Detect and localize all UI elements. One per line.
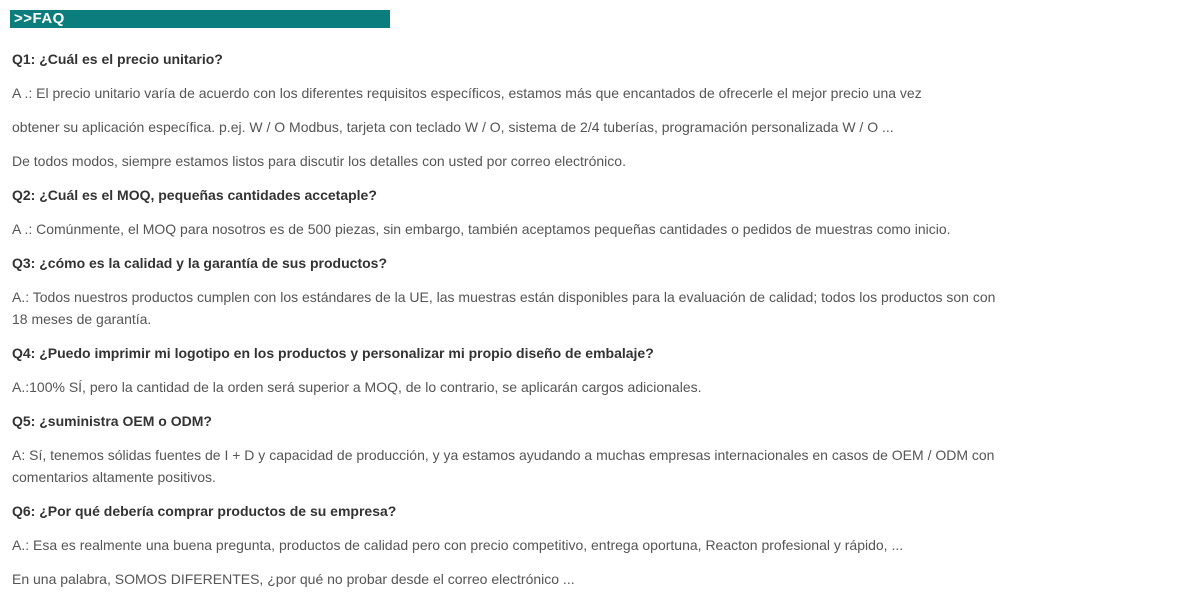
faq-question: Q1: ¿Cuál es el precio unitario? [12,51,223,67]
faq-item-q5 [12,410,1192,488]
faq-item-q4 [12,342,1192,398]
faq-answer-paragraph [12,568,1192,590]
faq-question: Q6: ¿Por qué debería comprar productos de su empresa? [12,503,397,519]
faq-question: Q2: ¿Cuál es el MOQ, pequeñas cantidades accetaple? [12,187,377,203]
faq-item-q2 [12,184,1192,240]
faq-answer-paragraph [12,286,1192,330]
faq-answer-paragraph [12,376,1192,398]
answer-line: A .: Comúnmente, el MOQ para nosotros es de 500 piezas, sin embargo, también aceptamos pequeñas cantidades o pedidos de muestras como inicio. [12,221,951,237]
answer-line: A .: El precio unitario varía de acuerdo con los diferentes requisitos específicos, estamos más que encantados de ofrecerle el mejor precio una vez [12,85,922,101]
faq-item-q6 [12,500,1192,590]
faq-question: Q5: ¿suministra OEM o ODM? [12,413,212,429]
faq-question: Q4: ¿Puedo imprimir mi logotipo en los productos y personalizar mi propio diseño de embalaje? [12,345,654,361]
faq-answer-paragraph [12,534,1192,556]
faq-item-q3 [12,252,1192,330]
faq-question: Q3: ¿cómo es la calidad y la garantía de sus productos? [12,255,387,271]
faq-answer-paragraph [12,444,1192,488]
answer-line: A.: Todos nuestros productos cumplen con los estándares de la UE, las muestras están disponibles para la evaluación de calidad; todos los productos son con [12,289,996,305]
faq-item-q1 [12,48,1192,172]
answer-line: A.: Esa es realmente una buena pregunta, productos de calidad pero con precio competitivo, entrega oportuna, Reacton profesional y rápido, ... [12,537,904,553]
answer-line: A: Sí, tenemos sólidas fuentes de I + D y capacidad de producción, y ya estamos ayudando a muchas empresas internacionales en casos de OEM / ODM con [12,447,995,463]
answer-line: comentarios altamente positivos. [12,469,216,485]
answer-line: A.:100% SÍ, pero la cantidad de la orden será superior a MOQ, de lo contrario, se aplicarán cargos adicionales. [12,379,702,395]
answer-line: De todos modos, siempre estamos listos para discutir los detalles con usted por correo electrónico. [12,153,626,169]
answer-line: 18 meses de garantía. [12,311,152,327]
faq-content [12,48,1192,602]
faq-answer-paragraph [12,82,1192,104]
faq-answer-paragraph [12,150,1192,172]
faq-section-title: >>FAQ [14,10,65,27]
faq-section-header [10,10,390,28]
faq-answer-paragraph [12,218,1192,240]
answer-line: En una palabra, SOMOS DIFERENTES, ¿por qué no probar desde el correo electrónico ... [12,571,575,587]
faq-answer-paragraph [12,116,1192,138]
answer-line: obtener su aplicación específica. p.ej. W / O Modbus, tarjeta con teclado W / O, sistema de 2/4 tuberías, programación personalizada W / O ... [12,119,894,135]
